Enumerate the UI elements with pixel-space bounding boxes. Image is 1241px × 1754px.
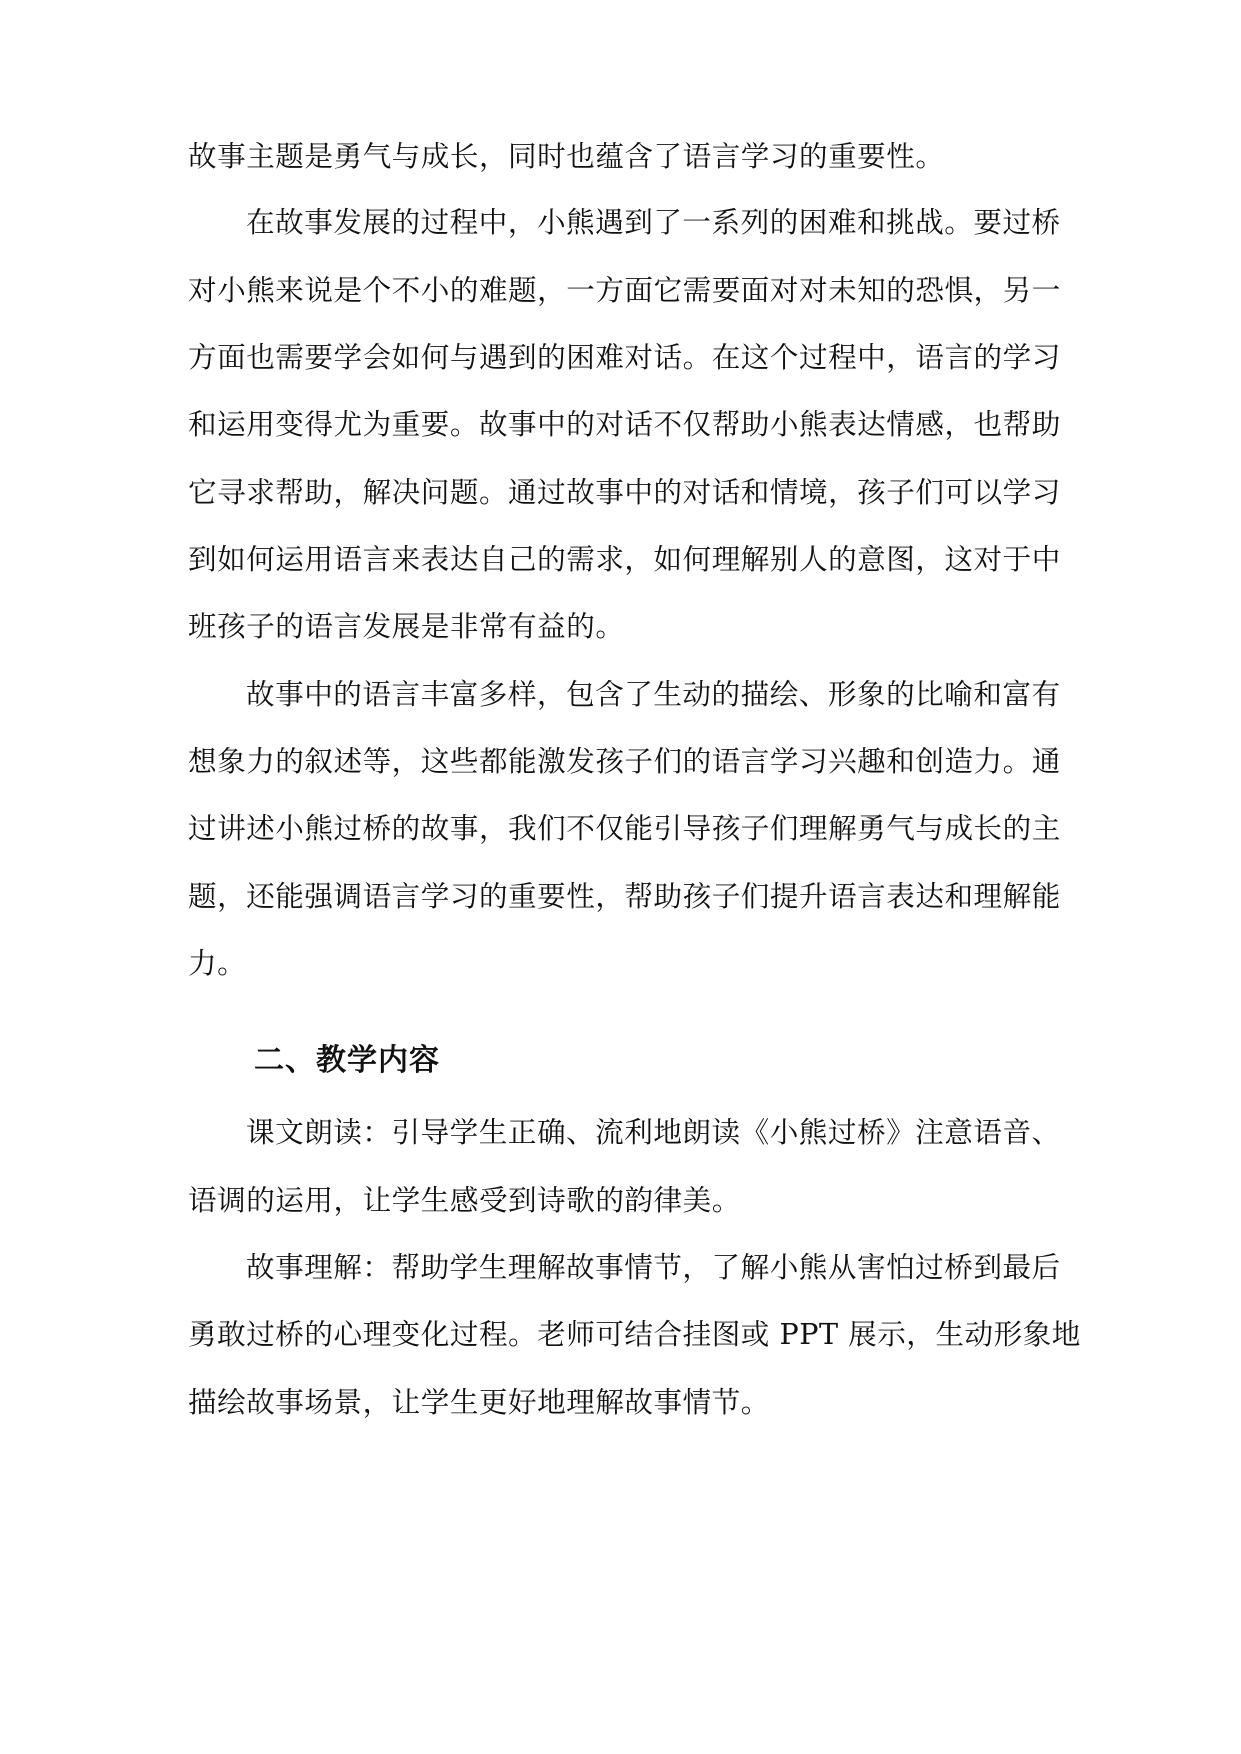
paragraph-5-line-1: 故事理解：帮助学生理解故事情节，了解小熊从害怕过桥到最后 bbox=[246, 1250, 1061, 1284]
paragraph-2-line-7: 班孩子的语言发展是非常有益的。 bbox=[188, 609, 625, 643]
paragraph-2-line-2: 对小熊来说是个不小的难题，一方面它需要面对对未知的恐惧，另一 bbox=[188, 273, 1061, 307]
paragraph-5-line-3: 描绘故事场景，让学生更好地理解故事情节。 bbox=[188, 1385, 770, 1419]
paragraph-1-line-1: 故事主题是勇气与成长，同时也蕴含了语言学习的重要性。 bbox=[188, 139, 945, 173]
paragraph-2-line-1: 在故事发展的过程中，小熊遇到了一系列的困难和挑战。要过桥 bbox=[246, 205, 1061, 239]
paragraph-2-line-4: 和运用变得尤为重要。故事中的对话不仅帮助小熊表达情感，也帮助 bbox=[188, 407, 1061, 441]
paragraph-3-line-3: 过讲述小熊过桥的故事，我们不仅能引导孩子们理解勇气与成长的主 bbox=[188, 811, 1061, 845]
paragraph-3-line-5: 力。 bbox=[188, 946, 247, 980]
paragraph-3-line-1: 故事中的语言丰富多样，包含了生动的描绘、形象的比喻和富有 bbox=[246, 677, 1061, 711]
paragraph-3-line-2: 想象力的叙述等，这些都能激发孩子们的语言学习兴趣和创造力。通 bbox=[188, 744, 1061, 778]
paragraph-4-line-1: 课文朗读：引导学生正确、流利地朗读《小熊过桥》注意语音、 bbox=[246, 1115, 1061, 1149]
paragraph-2-line-6: 到如何运用语言来表达自己的需求，如何理解别人的意图，这对于中 bbox=[188, 542, 1061, 576]
paragraph-3-line-4: 题，还能强调语言学习的重要性，帮助孩子们提升语言表达和理解能 bbox=[188, 879, 1061, 913]
section-heading: 二、教学内容 bbox=[254, 1043, 440, 1078]
paragraph-4-line-2: 语调的运用，让学生感受到诗歌的韵律美。 bbox=[188, 1183, 741, 1217]
paragraph-5-line-2: 勇敢过桥的心理变化过程。老师可结合挂图或 PPT 展示，生动形象地 bbox=[188, 1317, 1081, 1351]
paragraph-2-line-3: 方面也需要学会如何与遇到的困难对话。在这个过程中，语言的学习 bbox=[188, 340, 1061, 374]
paragraph-2-line-5: 它寻求帮助，解决问题。通过故事中的对话和情境，孩子们可以学习 bbox=[188, 475, 1061, 509]
